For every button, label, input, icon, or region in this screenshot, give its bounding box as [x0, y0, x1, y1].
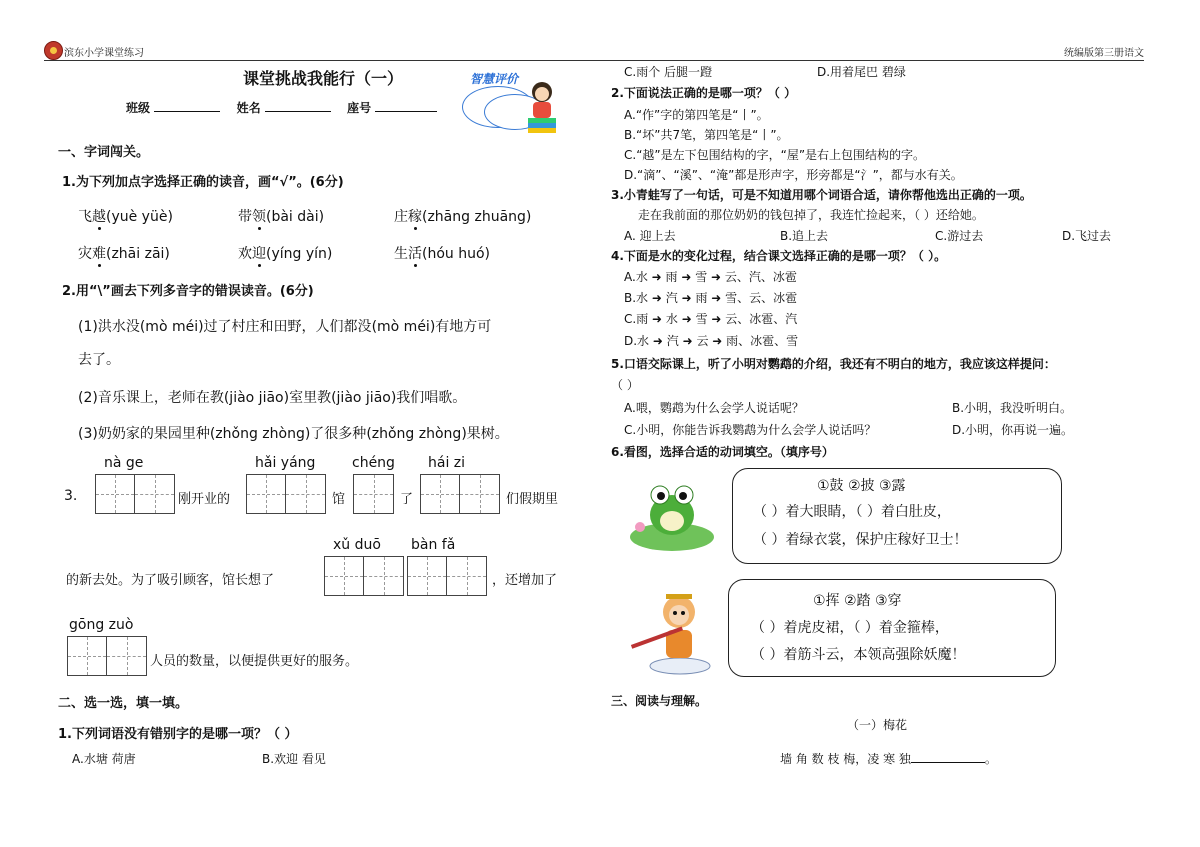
- option-b[interactable]: B.“坏”共7笔，第四笔是“丨”。: [624, 128, 789, 142]
- school-name: 滨东小学课堂练习: [64, 48, 144, 59]
- q3-text: 们假期里: [506, 492, 559, 507]
- writing-grid[interactable]: [67, 636, 147, 676]
- pinyin-label: chéng: [352, 455, 395, 471]
- verb-options: ①鼓 ②披 ③露: [817, 478, 906, 494]
- option-b[interactable]: B.水 ➜ 汽 ➜ 雨 ➜ 雪、云、冰雹: [624, 291, 798, 305]
- poem-line: 墙 角 数 枝 梅，凌 寒 独 。: [780, 752, 997, 766]
- pinyin-label: xǔ duō: [333, 537, 381, 553]
- name-label: 姓名: [236, 101, 261, 115]
- class-blank[interactable]: [154, 99, 220, 112]
- section3-heading: 三、阅读与理解。: [611, 694, 708, 708]
- option-d[interactable]: D.水 ➜ 汽 ➜ 云 ➜ 雨、冰雹、雪: [624, 334, 799, 348]
- pinyin-item: 飞越(yuè yüè): [78, 209, 173, 225]
- option-c[interactable]: C.雨个 后腿一蹬: [624, 65, 713, 79]
- verb-box-frog: [732, 468, 1062, 564]
- option-c[interactable]: C.游过去: [935, 229, 984, 243]
- q3-text: 馆: [332, 492, 346, 507]
- pinyin-item: 带领(bài dài): [238, 209, 325, 225]
- pinyin-item: 欢迎(yíng yín): [238, 246, 333, 262]
- option-b[interactable]: B.欢迎 看见: [262, 752, 326, 766]
- q1-2-line3: (3)奶奶家的果园里种(zhǒng zhòng)了很多种(zhǒng zhòng)果树。: [78, 426, 509, 442]
- frog-icon: [626, 475, 718, 555]
- class-label: 班级: [126, 101, 151, 115]
- q2-3-sentence: 走在我前面的那位奶奶的钱包掉了，我连忙捡起来，（ ）还给她。: [638, 208, 984, 222]
- pinyin-item: 生活(hóu huó): [394, 246, 490, 262]
- q1-2-line1-cont: 去了。: [78, 352, 120, 368]
- pinyin-item: 庄稼(zhāng zhuāng): [394, 209, 532, 225]
- answer-paren[interactable]: （ ）: [611, 378, 639, 392]
- q1-2-prompt: 2.用“\”画去下列多音字的错误读音。(6分): [62, 284, 314, 299]
- option-b[interactable]: B.追上去: [780, 229, 829, 243]
- option-d[interactable]: D.用着尾巴 碧绿: [817, 65, 906, 79]
- option-c[interactable]: C.小明，你能告诉我鹦鹉为什么会学人说话吗？: [624, 423, 877, 437]
- option-a[interactable]: A.水塘 荷唐: [72, 752, 136, 766]
- writing-grid[interactable]: [246, 474, 326, 514]
- option-d[interactable]: D.“滴”、“溪”、“淹”都是形声字，形旁都是“氵”，都与水有关。: [624, 168, 963, 182]
- q1-2-line2: (2)音乐课上，老师在教(jiào jiāo)室里教(jiào jiāo)我们唱歌。: [78, 390, 467, 406]
- pinyin-label: hǎi yáng: [255, 455, 316, 471]
- q2-3-prompt: 3.小青蛙写了一句话，可是不知道用哪个词语合适，请你帮他选出正确的一项。: [611, 188, 1032, 202]
- poem-title: （一）梅花: [847, 718, 908, 732]
- option-d[interactable]: D.小明，你再说一遍。: [952, 423, 1074, 437]
- writing-grid[interactable]: [95, 474, 175, 514]
- poem-blank[interactable]: [911, 750, 985, 763]
- q2-2-prompt: 2.下面说法正确的是哪一项？（ ）: [611, 86, 797, 100]
- q2-5-prompt: 5.口语交际课上，听了小明对鹦鹉的介绍，我还有不明白的地方，我应该这样提问：: [611, 357, 1056, 371]
- writing-grid[interactable]: [420, 474, 500, 514]
- q2-1-prompt: 1.下列词语没有错别字的是哪一项？（ ）: [58, 727, 298, 742]
- writing-grid[interactable]: [407, 556, 487, 596]
- pinyin-label: hái zi: [428, 455, 466, 471]
- section1-heading: 一、字词闯关。: [58, 145, 150, 160]
- writing-grid[interactable]: [324, 556, 404, 596]
- pinyin-item: 灾难(zhāi zāi): [78, 246, 170, 262]
- evaluation-badge: [458, 64, 568, 134]
- class-field: [126, 99, 437, 116]
- option-d[interactable]: D.飞过去: [1062, 229, 1112, 243]
- q1-1-prompt: 1.为下列加点字选择正确的读音，画“√”。(6分): [62, 175, 344, 190]
- option-a[interactable]: A.喂，鹦鹉为什么会学人说话呢？: [624, 401, 804, 415]
- page-title: 课堂挑战我能行（一）: [243, 69, 404, 88]
- pinyin-label: gōng zuò: [69, 617, 134, 633]
- edition-label: 统编版第三册语文: [1064, 48, 1144, 59]
- option-a[interactable]: A. 迎上去: [624, 229, 676, 243]
- monkey-king-icon: [626, 586, 718, 676]
- q3-text: 人员的数量，以便提供更好的服务。: [150, 654, 359, 669]
- school-logo-icon: [44, 41, 63, 60]
- option-a[interactable]: A.“作”字的第四笔是“丨”。: [624, 108, 769, 122]
- section2-heading: 二、选一选，填一填。: [58, 696, 189, 711]
- seat-label: 座号: [347, 101, 372, 115]
- verb-line: （ ）着虎皮裙，（ ）着金箍棒，: [751, 620, 949, 636]
- option-c[interactable]: C.雨 ➜ 水 ➜ 雪 ➜ 云、冰雹、汽: [624, 312, 798, 326]
- writing-grid[interactable]: [353, 474, 394, 514]
- name-blank[interactable]: [265, 99, 331, 112]
- option-b[interactable]: B.小明，我没听明白。: [952, 401, 1073, 415]
- verb-line: （ ）着大眼睛，（ ）着白肚皮，: [753, 504, 951, 520]
- header-divider: [44, 60, 1144, 61]
- q1-2-line1: (1)洪水没(mò méi)过了村庄和田野，人们都没(mò méi)有地方可: [78, 319, 492, 335]
- q3-text: 了: [400, 492, 414, 507]
- option-a[interactable]: A.水 ➜ 雨 ➜ 雪 ➜ 云、汽、冰雹: [624, 270, 797, 284]
- q3-text: 的新去处。为了吸引顾客，馆长想了: [66, 573, 275, 588]
- verb-options: ①挥 ②踏 ③穿: [813, 593, 902, 609]
- q3-text: 刚开业的: [178, 492, 231, 507]
- verb-line: （ ）着筋斗云，本领高强除妖魔！: [751, 647, 966, 663]
- q2-4-prompt: 4.下面是水的变化过程，结合课文选择正确的是哪一项？（ ）。: [611, 249, 947, 263]
- pinyin-label: bàn fǎ: [411, 537, 456, 553]
- girl-reading-icon: [520, 78, 562, 134]
- verb-line: （ ）着绿衣裳，保护庄稼好卫士！: [753, 532, 968, 548]
- verb-box-monkey: [728, 579, 1056, 677]
- seat-blank[interactable]: [375, 99, 437, 112]
- q2-6-prompt: 6.看图，选择合适的动词填空。（填序号）: [611, 445, 834, 459]
- pinyin-label: nà ge: [104, 455, 144, 471]
- badge-text: 智慧评价: [470, 72, 519, 86]
- option-c[interactable]: C.“越”是左下包围结构的字，“屋”是右上包围结构的字。: [624, 148, 926, 162]
- q3-text: ，还增加了: [492, 573, 558, 588]
- q3-number: 3.: [64, 488, 78, 504]
